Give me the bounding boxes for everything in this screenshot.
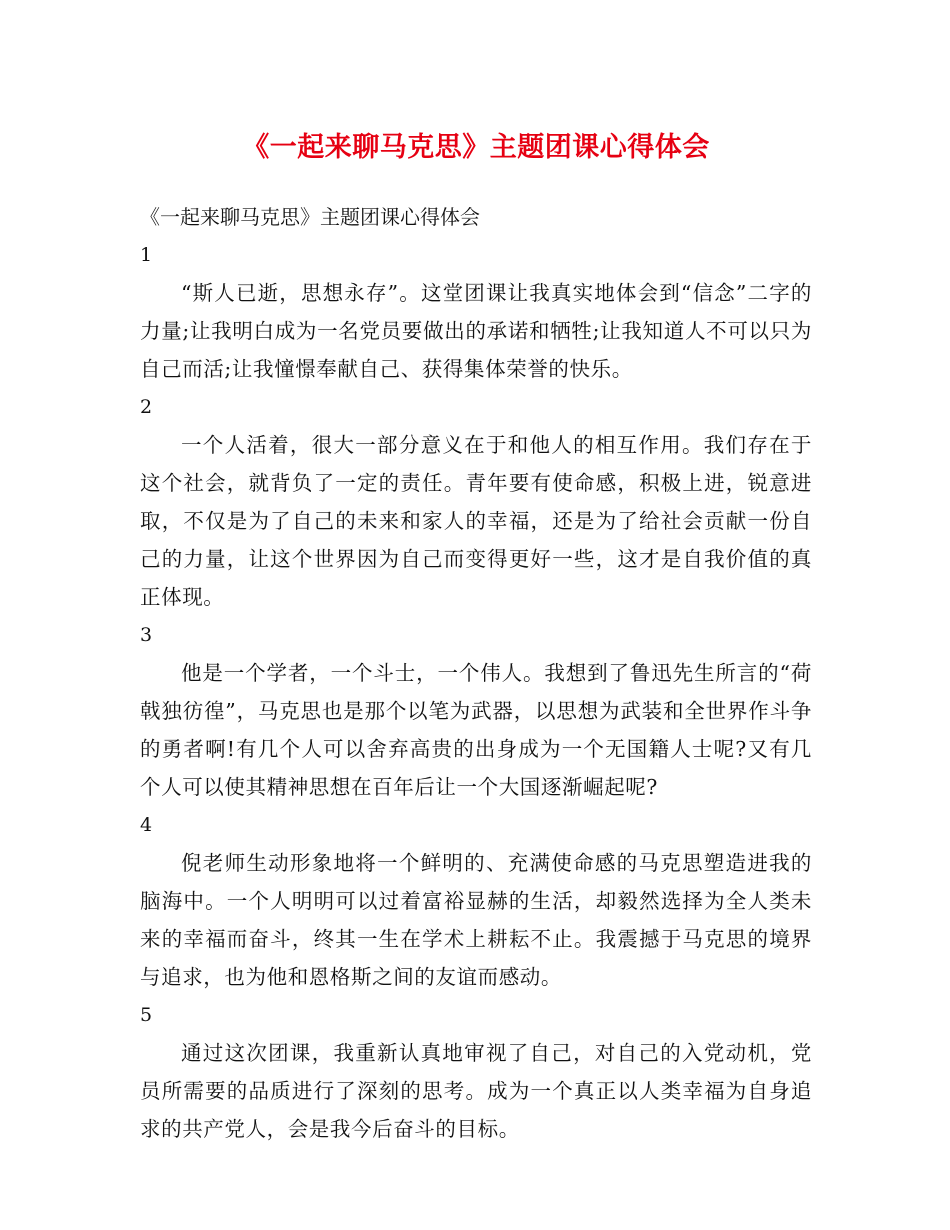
section-4 <box>140 806 812 996</box>
section-paragraph: 通过这次团课，我重新认真地审视了自己，对自己的入党动机，党员所需要的品质进行了深刻的思考。成为一个真正以人类幸福为自身追求的共产党人，会是我今后奋斗的目标。 <box>140 1041 812 1141</box>
section-paragraph: 一个人活着，很大一部分意义在于和他人的相互作用。我们存在于这个社会，就背负了一定的责任。青年要有使命感，积极上进，锐意进取，不仅是为了自己的未来和家人的幸福，还是为了给社会贡献一份自己的力量，让这个世界因为自己而变得更好一些，这才是自我价值的真正体现。 <box>140 433 812 609</box>
section-paragraph: 他是一个学者，一个斗士，一个伟人。我想到了鲁迅先生所言的“荷戟独彷徨”，马克思也是那个以笔为武器，以思想为武装和全世界作斗争的勇者啊!有几个人可以舍弃高贵的出身成为一个无国籍人士呢?又有几个人可以使其精神思想在百年后让一个大国逐渐崛起呢? <box>140 661 812 799</box>
section-5 <box>140 996 812 1148</box>
section-paragraph: “斯人已逝，思想永存”。这堂团课让我真实地体会到“信念”二字的力量;让我明白成为一名党员要做出的承诺和牺牲;让我知道人不可以只为自己而活;让我憧憬奉献自己、获得集体荣誉的快乐。 <box>140 281 812 381</box>
section-number: 5 <box>140 1004 153 1026</box>
document-subtitle: 《一起来聊马克思》主题团课心得体会 <box>140 205 480 229</box>
section-number: 1 <box>140 244 153 266</box>
document-page <box>140 118 812 1148</box>
section-paragraph: 倪老师生动形象地将一个鲜明的、充满使命感的马克思塑造进我的脑海中。一个人明明可以过着富裕显赫的生活，却毅然选择为全人类未来的幸福而奋斗，终其一生在学术上耕耘不止。我震撼于马克思的境界与追求，也为他和恩格斯之间的友谊而感动。 <box>140 851 812 989</box>
section-3 <box>140 616 812 806</box>
document-title: 《一起来聊马克思》主题团课心得体会 <box>242 132 710 163</box>
section-number: 4 <box>140 814 153 836</box>
section-1 <box>140 236 812 388</box>
section-number: 3 <box>140 624 153 646</box>
section-2 <box>140 388 812 616</box>
section-number: 2 <box>140 396 153 418</box>
